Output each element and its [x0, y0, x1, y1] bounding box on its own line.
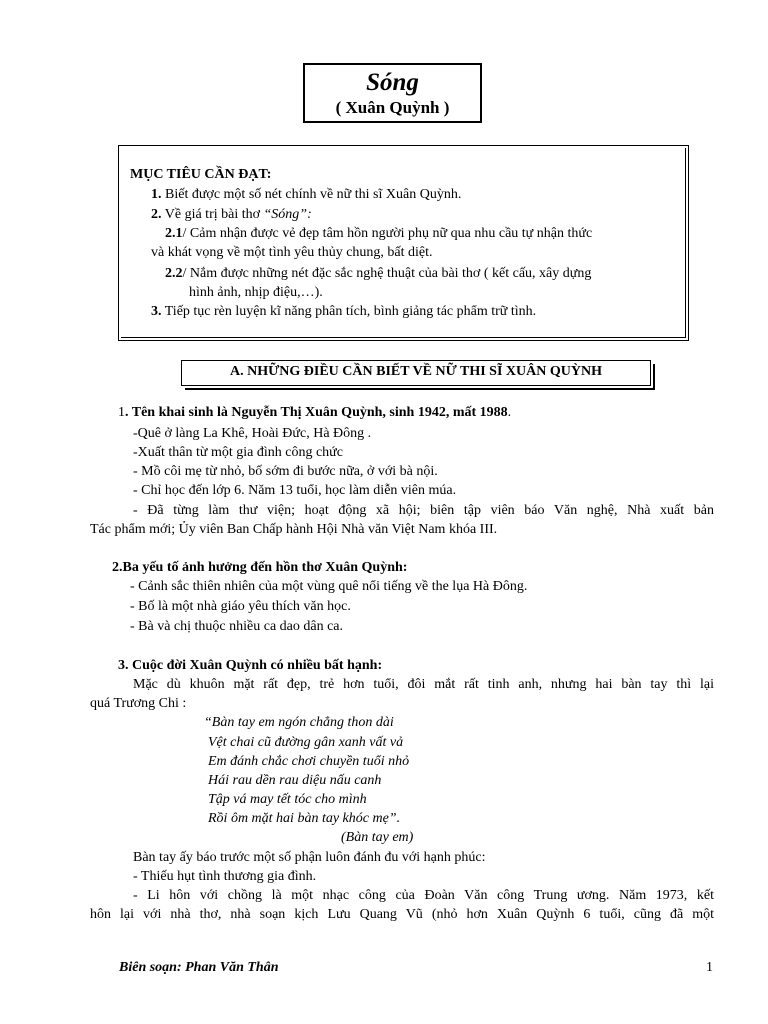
goal-item-2-1-num: 2.1 [165, 226, 183, 241]
poem-line-3: Em đánh chắc chơi chuyền tuổi nhỏ [208, 754, 410, 769]
part-3-para-3: - Thiếu hụt tình thương gia đình. [133, 869, 317, 884]
poem-source: (Bàn tay em) [341, 830, 414, 845]
goal-item-2-2-a [165, 265, 591, 283]
part-1-heading-text: . Tên khai sinh là Nguyễn Thị Xuân Quỳnh, sinh 1942, mất 1988 [125, 405, 508, 420]
poem-line-2: Vệt chai cũ đường gân xanh vất vả [208, 735, 404, 750]
part-3-para-2: Bàn tay ấy báo trước một số phận luôn đánh đu với hạnh phúc: [133, 850, 486, 865]
part-1-heading-dot: . [507, 405, 512, 420]
part-1-line-1: -Quê ở làng La Khê, Hoài Đức, Hà Đông . [133, 426, 372, 441]
part-2-heading: 2.Ba yếu tố ảnh hưởng đến hồn thơ Xuân Quỳnh: [112, 560, 408, 575]
goal-item-2-1-text: / Cảm nhận được vẻ đẹp tâm hồn người phụ nữ qua nhu cầu tự nhận thức [182, 226, 593, 241]
goal-item-2-2-b: hình ảnh, nhịp điệu,…). [189, 285, 323, 300]
part-1-line-5b: Tác phẩm mới; Ủy viên Ban Chấp hành Hội Nhà văn Việt Nam khóa III. [90, 522, 498, 537]
part-1-heading [118, 404, 511, 422]
goal-item-3 [151, 303, 536, 321]
part-1-line-3: - Mồ côi mẹ từ nhỏ, bố sớm đi bước nữa, ở với bà nội. [133, 464, 438, 479]
goal-item-2-title: “Sóng”: [263, 207, 312, 222]
footer-author: Biên soạn: Phan Văn Thân [119, 960, 279, 975]
goal-item-2-1-b: và khát vọng về một tình yêu thủy chung, bất diệt. [151, 245, 433, 260]
part-3-heading: 3. Cuộc đời Xuân Quỳnh có nhiều bất hạnh: [118, 658, 383, 673]
document-author: ( Xuân Quỳnh ) [335, 98, 450, 117]
part-1-line-4: - Chỉ học đến lớp 6. Năm 13 tuổi, học làm diễn viên múa. [133, 483, 457, 498]
goal-item-3-num: 3. [151, 304, 162, 319]
poem-line-6: Rồi ôm mặt hai bàn tay khóc mẹ”. [208, 811, 401, 826]
goal-item-2-2-text: / Nắm được những nét đặc sắc nghệ thuật của bài thơ ( kết cấu, xây dựng [182, 266, 592, 281]
goal-item-1 [151, 186, 461, 204]
goal-item-1-text: Biết được một số nét chính về nữ thi sĩ Xuân Quỳnh. [165, 187, 462, 202]
part-3-para-1a: Mặc dù khuôn mặt rất đẹp, trẻ hơn tuổi, đôi mắt rất tinh anh, nhưng hai bàn tay thì lại [133, 677, 714, 692]
poem-line-1: “Bàn tay em ngón chẳng thon dài [204, 715, 394, 730]
part-3-para-4a: - Li hôn với chồng là một nhạc công của Đoàn Văn công Trung ương. Năm 1973, kết [133, 888, 714, 903]
part-2-line-2: - Bố là một nhà giáo yêu thích văn học. [130, 599, 351, 614]
document-title: Sóng [366, 69, 419, 96]
part-1-num: 1 [118, 405, 125, 420]
part-2-line-3: - Bà và chị thuộc nhiều ca dao dân ca. [130, 619, 344, 634]
goal-item-1-num: 1. [151, 187, 162, 202]
poem-line-4: Hái rau dền rau diệu nấu canh [208, 773, 382, 788]
goal-item-2-text: Về giá trị bài thơ [164, 207, 264, 222]
goals-heading: MỤC TIÊU CẦN ĐẠT: [130, 167, 272, 182]
part-1-line-5a: - Đã từng làm thư viện; hoạt động xã hội; biên tập viên báo Văn nghệ, Nhà xuất bản [133, 503, 714, 518]
part-1-line-2: -Xuất thân từ một gia đình công chức [133, 445, 343, 460]
poem-line-5: Tập vá may tết tóc cho mình [208, 792, 367, 807]
part-3-para-4b: hôn lại với nhà thơ, nhà soạn kịch Lưu Quang Vũ (nhỏ hơn Xuân Quỳnh 6 tuổi, cũng đã một [90, 907, 714, 922]
part-2-line-1: - Cảnh sắc thiên nhiên của một vùng quê nổi tiếng về the lụa Hà Đông. [130, 579, 528, 594]
goal-item-2-2-num: 2.2 [165, 266, 183, 281]
part-3-para-1b: quá Trương Chi : [90, 696, 187, 711]
goal-item-3-text: Tiếp tục rèn luyện kĩ năng phân tích, bình giảng tác phẩm trữ tình. [164, 304, 537, 319]
title-box [303, 63, 482, 123]
goal-item-2 [151, 206, 312, 224]
goal-item-2-1-a [165, 225, 592, 243]
goal-item-2-num: 2. [151, 207, 162, 222]
section-a-heading: A. NHỮNG ĐIỀU CẦN BIẾT VỀ NỮ THI SĨ XUÂN QUỲNH [181, 360, 651, 386]
page-number: 1 [706, 960, 713, 975]
